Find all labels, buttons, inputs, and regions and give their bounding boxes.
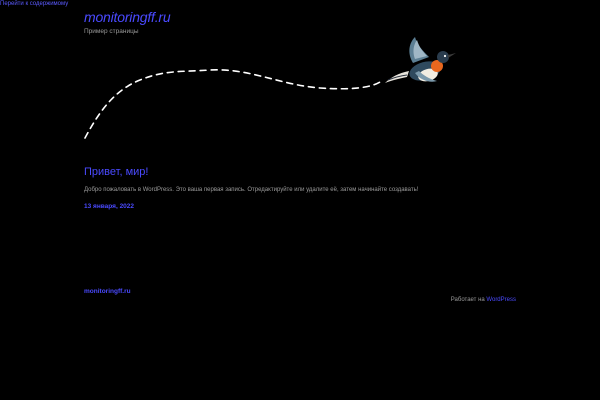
header-decoration: [80, 30, 460, 145]
powered-prefix: Работает на: [450, 297, 487, 303]
dashed-flight-path-icon: [85, 70, 380, 138]
bird-icon: [385, 37, 456, 84]
post-title[interactable]: Привет, мир!: [84, 166, 149, 178]
footer-powered-by: [451, 297, 516, 303]
site-tagline: Пример страницы: [84, 28, 139, 35]
footer-site-link[interactable]: monitoringff.ru: [84, 288, 131, 295]
site-title[interactable]: monitoringff.ru: [84, 9, 171, 25]
post-content: Добро пожаловать в WordPress. Это ваша первая запись. Отредактируйте или удалите её, затем начинайте создавать!: [84, 187, 419, 193]
post-date[interactable]: 13 января, 2022: [84, 203, 135, 210]
wordpress-link[interactable]: WordPress: [486, 297, 516, 303]
skip-to-content-link[interactable]: Перейти к содержимому: [0, 1, 69, 7]
